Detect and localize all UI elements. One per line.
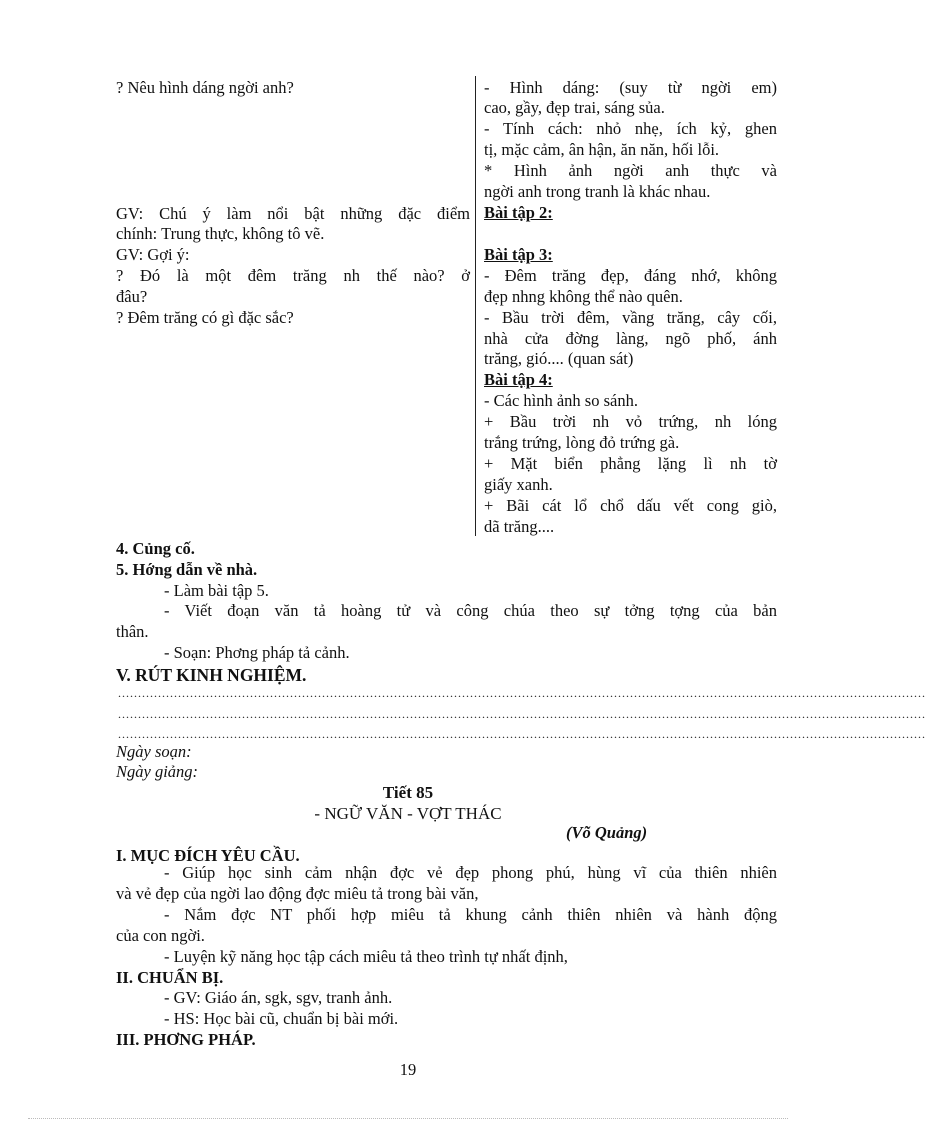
preparation-item: - GV: Giáo án, sgk, sgv, tranh ảnh. <box>164 988 393 1007</box>
section-method: III. PHƠNG PHÁP. <box>116 1030 256 1049</box>
preparation-item: - HS: Học bài cũ, chuẩn bị bài mới. <box>164 1009 399 1028</box>
exercise-2-heading: Bài tập 2: <box>484 203 553 222</box>
answer-line: ngời anh trong tranh là khác nhau. <box>484 182 711 201</box>
objective-item: - Giúp học sinh cảm nhận đợc vẻ đẹp phong phú, hùng vĩ của thiên nhiên <box>164 863 777 882</box>
date-taught: Ngày giảng: <box>116 762 199 781</box>
answer-line: + Bầu trời nh vỏ trứng, nh lóng <box>484 412 777 431</box>
exercise-3-heading: Bài tập 3: <box>484 245 553 264</box>
page-number: 19 <box>399 1060 417 1079</box>
answer-line: - Tính cách: nhỏ nhẹ, ích kỷ, ghen <box>484 119 777 138</box>
answer-line: - Các hình ảnh so sánh. <box>484 391 638 410</box>
column-divider <box>475 76 476 536</box>
answer-line: * Hình ảnh ngời anh thực và <box>484 161 777 180</box>
page-bottom-border <box>28 1118 788 1119</box>
section-consolidation: 4. Củng cố. <box>116 539 195 558</box>
dotted-line: .......................................................................................................................................................................................................... <box>118 707 926 721</box>
section-homework: 5. Hớng dẫn về nhà. <box>116 560 258 579</box>
answer-line: trắng trứng, lòng đỏ trứng gà. <box>484 433 680 452</box>
answer-line: dã trăng.... <box>484 517 555 536</box>
question-appearance: ? Nêu hình dáng ngời anh? <box>116 78 294 97</box>
exercise-4-heading: Bài tập 4: <box>484 370 553 389</box>
teacher-note-line-2: chính: Trung thực, không tô vẽ. <box>116 224 325 243</box>
question-night-special: ? Đêm trăng có gì đặc sắc? <box>116 308 294 327</box>
section-preparation: II. CHUẨN BỊ. <box>116 968 224 987</box>
homework-item: - Viết đoạn văn tả hoàng tử và công chúa theo sự tởng tợng của bản <box>164 601 777 620</box>
lesson-author: (Võ Quảng) <box>566 823 648 842</box>
date-prepared: Ngày soạn: <box>116 742 192 761</box>
question-night-line-2: đâu? <box>116 287 148 306</box>
answer-line: - Hình dáng: (suy từ ngời em) <box>484 78 777 97</box>
question-night-line-1: ? Đó là một đêm trăng nh thế nào? ở <box>116 266 470 285</box>
answer-line: đẹp nhng không thể nào quên. <box>484 287 683 306</box>
homework-item: - Soạn: Phơng pháp tả cảnh. <box>164 643 350 662</box>
homework-item: - Làm bài tập 5. <box>164 581 269 600</box>
objective-item: - Luyện kỹ năng học tập cách miêu tả theo trình tự nhất định, <box>164 947 568 966</box>
dotted-line: .......................................................................................................................................................................................................... <box>118 727 926 741</box>
section-experience: V. RÚT KINH NGHIỆM. <box>116 665 307 685</box>
answer-line: - Đêm trăng đẹp, đáng nhớ, không <box>484 266 777 285</box>
teacher-hint: GV: Gợi ý: <box>116 245 190 264</box>
answer-line: trăng, gió.... (quan sát) <box>484 349 634 368</box>
section-objectives: I. MỤC ĐÍCH YÊU CẦU. <box>116 846 300 865</box>
answer-line: cao, gầy, đẹp trai, sáng sủa. <box>484 98 665 117</box>
objective-item-cont: của con ngời. <box>116 926 205 945</box>
objective-item-cont: và vẻ đẹp của ngời lao động đợc miêu tả trong bài văn, <box>116 884 479 903</box>
answer-line: nhà cửa đờng làng, ngõ phố, ánh <box>484 329 777 348</box>
teacher-note-line-1: GV: Chú ý làm nổi bật những đặc điểm <box>116 204 470 223</box>
homework-item-cont: thân. <box>116 622 149 641</box>
lesson-number: Tiết 85 <box>382 783 434 802</box>
answer-line: + Bãi cát lổ chổ dấu vết cong giò, <box>484 496 777 515</box>
answer-line: giấy xanh. <box>484 475 553 494</box>
answer-line: + Mặt biển phẳng lặng lì nh tờ <box>484 454 777 473</box>
answer-line: - Bầu trời đêm, vầng trăng, cây cối, <box>484 308 777 327</box>
objective-item: - Nắm đợc NT phối hợp miêu tả khung cảnh thiên nhiên và hành động <box>164 905 777 924</box>
lesson-title: - NGỮ VĂN - VỢT THÁC <box>314 804 502 823</box>
answer-line: tị, mặc cảm, ân hận, ăn năn, hối lỗi. <box>484 140 720 159</box>
dotted-line: .......................................................................................................................................................................................................... <box>118 686 926 700</box>
